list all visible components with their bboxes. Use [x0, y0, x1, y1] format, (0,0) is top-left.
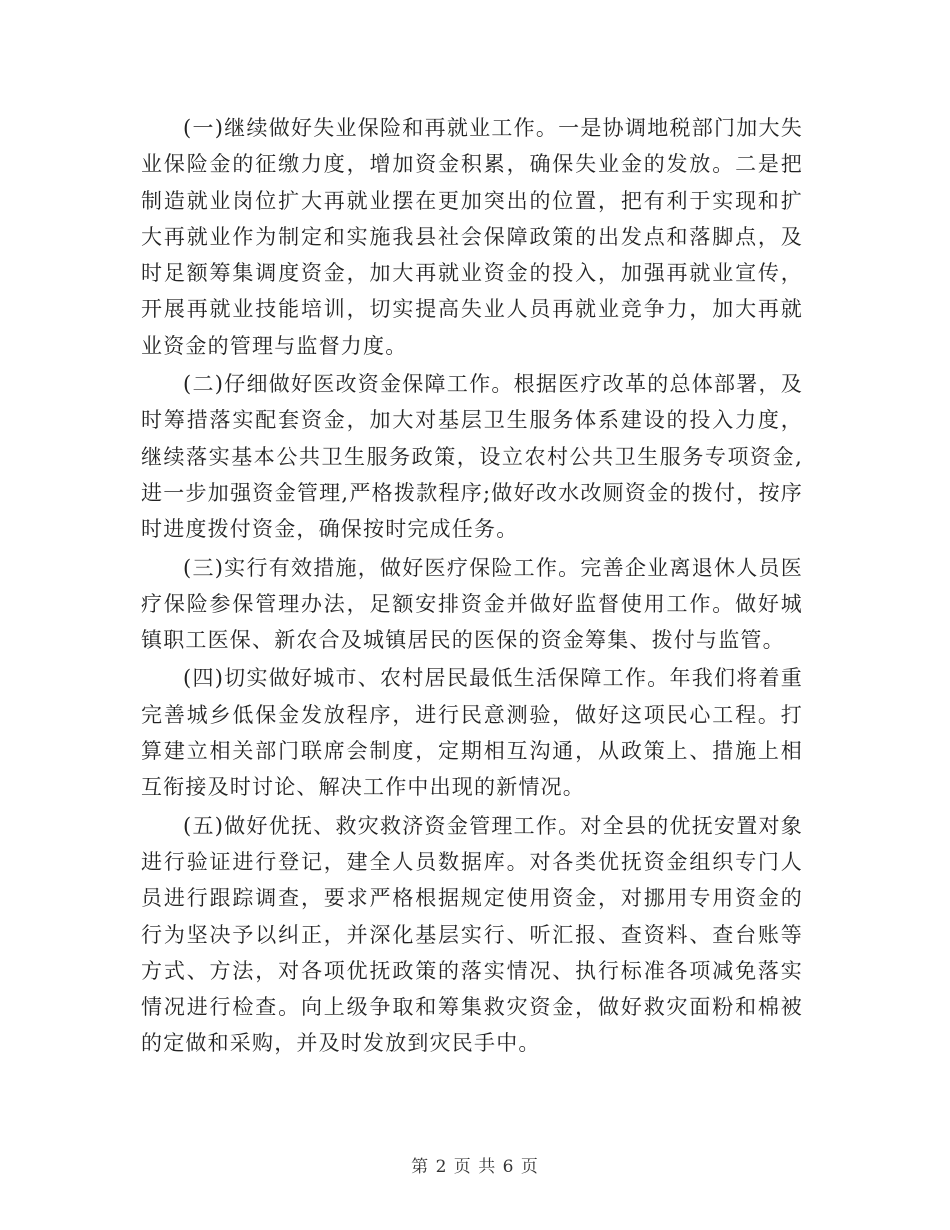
footer-current-page: 2 [435, 1157, 448, 1177]
footer-suffix: 页 [520, 1157, 539, 1177]
paragraph-minimum-living-security: (四)切实做好城市、农村居民最低生活保障工作。年我们将着重完善城乡低保金发放程序，进行民意测验，做好这项民心工程。打算建立相关部门联席会制度，定期相互沟通，从政策上、措施上相互衔接及时讨论、解决工作中出现的新情况。 [141, 666, 803, 800]
document-body [141, 110, 803, 1064]
footer-prefix: 第 [411, 1157, 430, 1177]
footer-total-pages: 6 [502, 1157, 515, 1177]
paragraph-medical-reform-funds: (二)仔细做好医改资金保障工作。根据医疗改革的总体部署，及时筹措落实配套资金，加大对基层卫生服务体系建设的投入力度，继续落实基本公共卫生服务政策，设立农村公共卫生服务专项资金,进一步加强资金管理,严格拨款程序;做好改水改厕资金的拨付，按序时进度拨付资金，确保按时完成任务。 [141, 372, 803, 542]
footer-page-word: 页 [453, 1157, 472, 1177]
paragraph-relief-funds: (五)做好优抚、救灾救济资金管理工作。对全县的优抚安置对象进行验证进行登记，建全人员数据库。对各类优抚资金组织专门人员进行跟踪调查，要求严格根据规定使用资金，对挪用专用资金的行为坚决予以纠正，并深化基层实行、听汇报、查资料、查台账等方式、方法，对各项优抚政策的落实情况、执行标准各项减免落实情况进行检查。向上级争取和筹集救灾资金，做好救灾面粉和棉被的定做和采购，并及时发放到灾民手中。 [141, 813, 803, 1056]
paragraph-unemployment-insurance: (一)继续做好失业保险和再就业工作。一是协调地税部门加大失业保险金的征缴力度，增加资金积累，确保失业金的发放。二是把制造就业岗位扩大再就业摆在更加突出的位置，把有利于实现和扩大再就业作为制定和实施我县社会保障政策的出发点和落脚点，及时足额筹集调度资金，加大再就业资金的投入，加强再就业宣传，开展再就业技能培训，切实提高失业人员再就业竞争力，加大再就业资金的管理与监督力度。 [141, 116, 803, 358]
footer-total-word: 共 [478, 1157, 497, 1177]
page-footer [0, 1152, 950, 1177]
paragraph-medical-insurance: (三)实行有效措施，做好医疗保险工作。完善企业离退休人员医疗保险参保管理办法，足额安排资金并做好监督使用工作。做好城镇职工医保、新农合及城镇居民的医保的资金筹集、拨付与监管。 [141, 555, 803, 653]
